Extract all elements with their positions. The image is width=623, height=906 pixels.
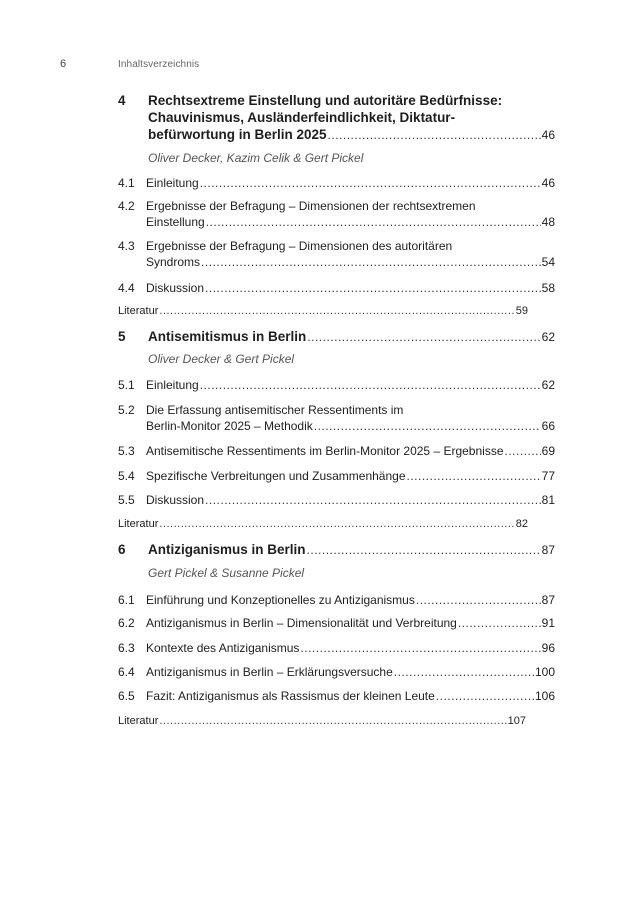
chapter-title: Antiziganismus in Berlin bbox=[148, 542, 306, 557]
dot-leader bbox=[159, 517, 514, 532]
dot-leader bbox=[307, 329, 540, 346]
section-page: 62 bbox=[541, 378, 555, 392]
section-page: 58 bbox=[541, 281, 555, 295]
literature-page: 59 bbox=[515, 305, 528, 317]
literature-label: Literatur bbox=[118, 715, 159, 727]
section-number: 5.2 bbox=[118, 403, 135, 417]
section-title: Antisemitische Ressentiments im Berlin-Monitor 2025 – Ergebnisse bbox=[146, 444, 504, 458]
dot-leader bbox=[394, 664, 534, 680]
dot-leader bbox=[159, 714, 506, 729]
section-number: 4.3 bbox=[118, 239, 135, 253]
section-page: 66 bbox=[541, 419, 555, 433]
section-number: 6.2 bbox=[118, 616, 135, 630]
section-page: 91 bbox=[541, 616, 555, 630]
section-title-line: Die Erfassung antisemitischer Ressentiments im bbox=[146, 403, 404, 417]
dot-leader bbox=[407, 468, 541, 484]
chapter-page: 62 bbox=[541, 330, 555, 344]
section-page: 69 bbox=[541, 444, 555, 458]
toc-section-5-5[interactable] bbox=[118, 492, 555, 508]
section-number: 4.4 bbox=[118, 281, 135, 295]
section-number: 5.3 bbox=[118, 444, 135, 458]
literature-page: 82 bbox=[515, 518, 528, 530]
toc-section-5-3[interactable] bbox=[118, 443, 555, 459]
section-title-line: Ergebnisse der Befragung – Dimensionen der rechtsextremen bbox=[146, 199, 476, 213]
chapter-authors: Gert Pickel & Susanne Pickel bbox=[148, 566, 305, 580]
toc-chapter-4[interactable] bbox=[118, 92, 555, 144]
toc-chapter-5[interactable] bbox=[118, 328, 555, 346]
section-number: 4.2 bbox=[118, 199, 135, 213]
chapter-title-line: befürwortung in Berlin 2025 bbox=[148, 127, 327, 142]
section-page: 54 bbox=[541, 255, 555, 269]
literature-label: Literatur bbox=[118, 305, 159, 317]
section-page: 96 bbox=[541, 641, 555, 655]
chapter-authors: Oliver Decker & Gert Pickel bbox=[148, 352, 295, 366]
section-number: 6.3 bbox=[118, 641, 135, 655]
literature-label: Literatur bbox=[118, 518, 159, 530]
dot-leader bbox=[416, 592, 541, 608]
dot-leader bbox=[205, 492, 541, 508]
toc-section-6-2[interactable] bbox=[118, 615, 555, 631]
toc-literature-6[interactable] bbox=[118, 714, 526, 729]
chapter-title-line: Rechtsextreme Einstellung und autoritäre Bedürfnisse: bbox=[148, 93, 503, 108]
literature-page: 107 bbox=[507, 715, 526, 727]
dot-leader bbox=[314, 418, 541, 434]
toc-section-4-1[interactable] bbox=[118, 175, 555, 191]
section-title-line: Syndroms bbox=[146, 255, 201, 269]
section-title: Fazit: Antiziganismus als Rassismus der kleinen Leute bbox=[146, 689, 435, 703]
section-title: Einleitung bbox=[146, 378, 199, 392]
toc-literature-5[interactable] bbox=[118, 517, 528, 532]
section-number: 5.4 bbox=[118, 469, 135, 483]
toc-section-6-4[interactable] bbox=[118, 664, 555, 680]
toc-section-4-2[interactable] bbox=[118, 198, 555, 230]
section-page: 106 bbox=[534, 689, 555, 703]
chapter-number: 5 bbox=[118, 329, 126, 344]
section-page: 81 bbox=[541, 493, 555, 507]
section-title: Diskussion bbox=[146, 493, 205, 507]
toc-section-4-4[interactable] bbox=[118, 280, 555, 296]
dot-leader bbox=[205, 280, 541, 296]
toc-literature-4[interactable] bbox=[118, 304, 528, 319]
section-number: 4.1 bbox=[118, 176, 135, 190]
section-page: 48 bbox=[541, 215, 555, 229]
toc-section-6-1[interactable] bbox=[118, 592, 555, 608]
chapter-title-line: Chauvinismus, Ausländerfeindlichkeit, Diktatur- bbox=[148, 110, 456, 125]
section-title: Einleitung bbox=[146, 176, 199, 190]
section-title-line: Berlin-Monitor 2025 – Methodik bbox=[146, 419, 313, 433]
section-title: Spezifische Verbreitungen und Zusammenhänge bbox=[146, 469, 406, 483]
section-title: Diskussion bbox=[146, 281, 205, 295]
section-page: 100 bbox=[534, 665, 555, 679]
dot-leader bbox=[307, 542, 541, 559]
chapter-page: 87 bbox=[541, 543, 555, 557]
section-page: 77 bbox=[541, 469, 555, 483]
dot-leader bbox=[458, 615, 541, 631]
section-number: 5.1 bbox=[118, 378, 135, 392]
section-number: 6.1 bbox=[118, 593, 135, 607]
chapter-number: 6 bbox=[118, 542, 126, 557]
dot-leader bbox=[328, 127, 541, 144]
toc-section-6-3[interactable] bbox=[118, 640, 555, 656]
chapter-authors: Oliver Decker, Kazim Celik & Gert Pickel bbox=[148, 151, 364, 165]
section-title: Einführung und Konzeptionelles zu Antiziganismus bbox=[146, 593, 415, 607]
toc-section-6-5[interactable] bbox=[118, 688, 555, 704]
dot-leader bbox=[200, 175, 541, 191]
dot-leader bbox=[200, 377, 541, 393]
section-title: Kontexte des Antiziganismus bbox=[146, 641, 300, 655]
dot-leader bbox=[505, 443, 541, 459]
section-number: 6.4 bbox=[118, 665, 135, 679]
section-title-line: Ergebnisse der Befragung – Dimensionen des autoritären bbox=[146, 239, 453, 253]
running-head: Inhaltsverzeichnis bbox=[118, 59, 200, 70]
dot-leader bbox=[206, 214, 541, 230]
toc-section-5-4[interactable] bbox=[118, 468, 555, 484]
toc-section-4-3[interactable] bbox=[118, 238, 555, 270]
chapter-page: 46 bbox=[541, 128, 555, 142]
dot-leader bbox=[436, 688, 534, 704]
toc-section-5-2[interactable] bbox=[118, 402, 555, 434]
chapter-number: 4 bbox=[118, 93, 126, 108]
dot-leader bbox=[159, 304, 514, 319]
toc-section-5-1[interactable] bbox=[118, 377, 555, 393]
section-title: Antiziganismus in Berlin – Erklärungsversuche bbox=[146, 665, 393, 679]
page-number: 6 bbox=[60, 58, 67, 70]
section-title: Antiziganismus in Berlin – Dimensionalität und Verbreitung bbox=[146, 616, 457, 630]
section-number: 6.5 bbox=[118, 689, 135, 703]
section-page: 87 bbox=[541, 593, 555, 607]
toc-chapter-6[interactable] bbox=[118, 541, 555, 559]
dot-leader bbox=[201, 254, 541, 270]
section-page: 46 bbox=[541, 176, 555, 190]
section-title-line: Einstellung bbox=[146, 215, 205, 229]
chapter-title: Antisemitismus in Berlin bbox=[148, 329, 307, 344]
dot-leader bbox=[300, 640, 540, 656]
section-number: 5.5 bbox=[118, 493, 135, 507]
